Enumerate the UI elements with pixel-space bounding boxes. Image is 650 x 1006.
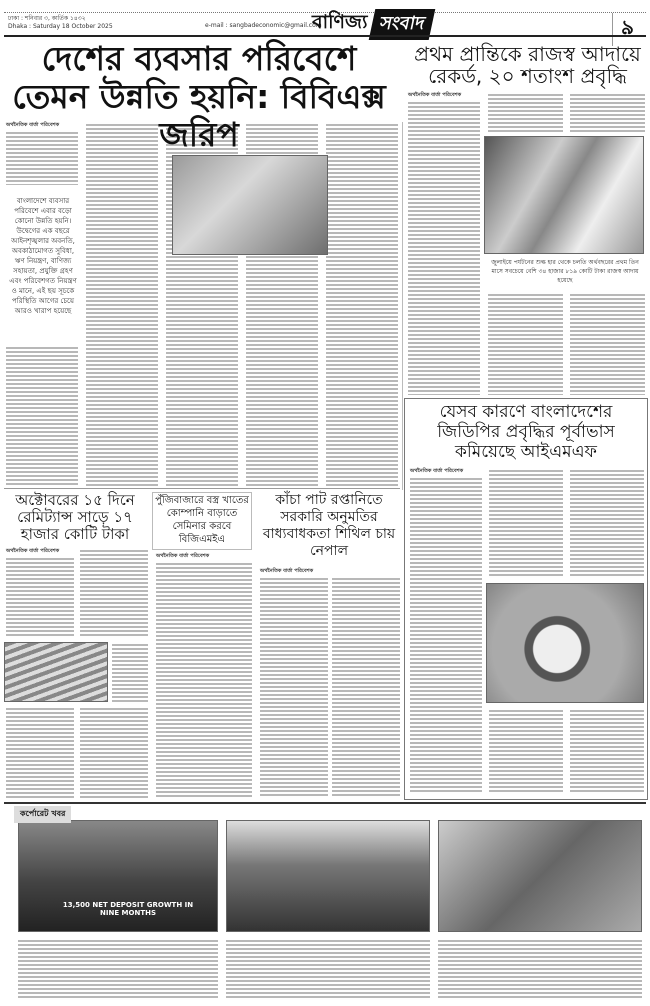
bgmea-headline: পুঁজিবাজারে বস্ত্র খাতের কোম্পানি বাড়াতে সেমিনার করবে বিজিএমইএ [155,495,249,545]
revenue-body-col3b [570,292,645,395]
issue-date [8,15,113,31]
header-rule [4,35,646,37]
revenue-headline: প্রথম প্রান্তিকে রাজস্ব আদায়ে রেকর্ড, ২০ শতাংশ প্রবৃদ্ধি [414,42,641,88]
remittance-body-col2 [80,548,148,638]
lead-body-col1b [6,345,78,485]
jute-body-col2 [332,576,400,796]
corporate-photo-group [226,820,430,932]
remittance-body-col1b [6,706,74,798]
imf-byline: অর্থনৈতিক বার্তা পরিবেশক [410,468,464,474]
corporate-caption-1 [18,938,218,998]
date-english: Dhaka : Saturday 18 October 2025 [8,23,113,30]
lead-pull-quote: বাংলাদেশে ব্যবসার পরিবেশে এবার বড়ো কোনো উন্নতি হয়নি। উদ্বেগের এক বছরে আইনশৃঙ্খলার অবনতি, অবকাঠামোগত সুবিধা, ঋণ নিয়ন্ত্রণ, বাণিজ্য সহায়তা, প্রযুক্তি গ্রহণ এবং পরিবেশগত নিয়ন্ত্রণ ও মানে, এই ছয় সূচকে পরিস্থিতি আগের চেয়ে আরও খারাপ হয়েছে [4,190,82,322]
imf-body-col3 [570,468,644,578]
lead-byline: অর্থনৈতিক বার্তা পরিবেশক [6,122,60,128]
lead-body-col2 [86,122,158,487]
jute-headline: কাঁচা পাট রপ্তানিতে সরকারি অনুমতির বাধ্যবাধকতা শিথিল চায় নেপাল [262,492,396,559]
corporate-photo-meeting [438,820,642,932]
corporate-caption-2 [226,938,430,998]
imf-headline: যেসব কারণে বাংলাদেশের জিডিপির প্রবৃদ্ধির পূর্বাভাস কমিয়েছে আইএমএফ [437,402,615,462]
logo-text-2: সংবাদ [368,9,435,40]
remittance-headline: অক্টোবরের ১৫ দিনে রেমিট্যান্স সাড়ে ১৭ হাজার কোটি টাকা [15,491,135,543]
imf-building-photo [486,583,644,703]
revenue-body-col2 [488,92,563,132]
remittance-body-col2b [80,706,148,798]
section-rule [4,488,400,489]
corporate-rule [4,802,646,804]
bgmea-byline: অর্থনৈতিক বার্তা পরিবেশক [156,553,210,559]
corporate-photo-bank-event [18,820,218,932]
lead-headline: দেশের ব্যবসার পরিবেশে তেমন উন্নতি হয়নি: বিবিএক্স জরিপ [12,39,386,154]
imf-body-col1 [410,476,482,794]
logo-text-1: বাণিজ্য [312,11,368,33]
corporate-caption-3 [438,938,642,998]
seminar-photo [172,155,328,255]
remittance-byline: অর্থনৈতিক বার্তা পরিবেশক [6,548,60,554]
jute-body-col1 [260,576,328,796]
imf-body-col3b [570,708,644,794]
jute-byline: অর্থনৈতিক বার্তা পরিবেশক [260,568,314,574]
money-photo [4,642,108,702]
revenue-body-col3 [570,92,645,132]
page-number: ৯ [612,13,634,46]
revenue-byline: অর্থনৈতিক বার্তা পরিবেশক [408,92,462,98]
revenue-documents-photo [484,136,644,254]
date-bangla: ঢাকা : শনিবার ৩, কার্তিক ১৪৩২ [8,15,86,22]
remittance-body-col1 [6,556,74,638]
revenue-body-col2b [488,292,563,395]
contact-email[interactable]: e-mail : sangbadeconomic@gmail.com [205,22,322,29]
imf-body-col2 [489,468,563,578]
newspaper-logo [312,12,432,36]
remittance-body-side [112,642,148,702]
lead-body-col5 [326,122,398,487]
revenue-body-col1 [408,100,480,395]
deposit-banner: 13,500 NET DEPOSIT GROWTH IN NINE MONTHS [62,901,194,917]
revenue-photo-caption: জুলাইয়ে পর্যটনের শুল্ক হার থেকে চলতি অর্থবছরের প্রথম তিন মাসে সবচেয়ে বেশি ৩৪ হাজার ৮১৯ কোটি টাকা রাজস্ব আদায় হয়েছে [491,259,639,284]
column-divider [402,122,403,490]
corporate-section-label: কর্পোরেট খবর [14,806,71,823]
imf-body-col2b [489,708,563,794]
bgmea-body [156,561,252,797]
